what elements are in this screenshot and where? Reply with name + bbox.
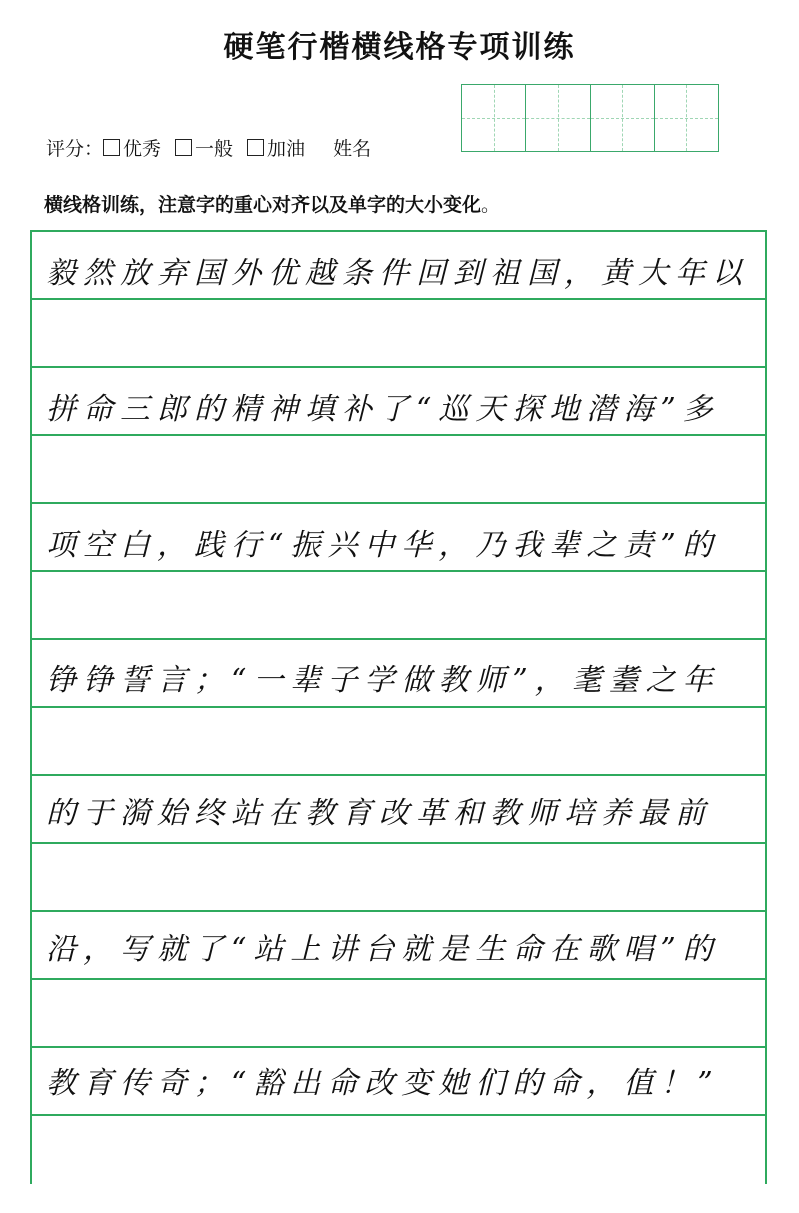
practice-line-4: 铮铮誓言；“一辈子学做教师”，耄耋之年 <box>46 663 720 698</box>
practice-line-2: 拼命三郎的精神填补了“巡天探地潜海”多 <box>46 392 720 427</box>
grid-line <box>32 570 765 572</box>
score-option-label: 优秀 <box>123 138 162 160</box>
name-grid-cell[interactable] <box>526 85 590 151</box>
checkbox-icon[interactable] <box>103 139 120 156</box>
name-grid-cell[interactable] <box>462 85 526 151</box>
grid-line <box>32 978 765 980</box>
name-grid-cell[interactable] <box>591 85 655 151</box>
practice-line-5: 的于漪始终站在教育改革和教师培养最前 <box>46 796 712 831</box>
practice-line-1: 毅然放弃国外优越条件回到祖国，黄大年以 <box>46 256 749 291</box>
instruction-period: 。 <box>481 194 501 216</box>
name-grid-cell[interactable] <box>655 85 718 151</box>
grid-line <box>32 502 765 504</box>
practice-line-7: 教育传奇；“豁出命改变她们的命，值！” <box>46 1066 720 1101</box>
score-option-label: 加油 <box>267 138 306 160</box>
page-title: 硬笔行楷横线格专项训练 <box>223 30 576 65</box>
grid-line <box>32 774 765 776</box>
practice-line-6: 沿，写就了“站上讲台就是生命在歌唱”的 <box>46 932 720 967</box>
score-label: 评分： <box>46 138 104 160</box>
score-option-excellent[interactable] <box>103 134 161 161</box>
grid-line <box>32 706 765 708</box>
grid-line <box>32 1114 765 1116</box>
grid-line <box>32 366 765 368</box>
grid-line <box>32 434 765 436</box>
checkbox-icon[interactable] <box>175 139 192 156</box>
grid-line <box>32 910 765 912</box>
score-option-average[interactable] <box>175 134 233 161</box>
horizontal-line-grid <box>30 230 767 1184</box>
name-label: 姓名 <box>333 138 372 160</box>
grid-line <box>32 298 765 300</box>
score-row <box>46 134 371 161</box>
grid-line <box>32 842 765 844</box>
instruction-text: 横线格训练，注意字的重心对齐以及单字的大小变化 <box>44 194 482 216</box>
grid-line <box>32 638 765 640</box>
name-writing-grid[interactable] <box>461 84 719 152</box>
grid-line <box>32 1046 765 1048</box>
instruction <box>44 190 500 217</box>
score-option-label: 一般 <box>195 138 234 160</box>
checkbox-icon[interactable] <box>247 139 264 156</box>
practice-line-3: 项空白，践行“振兴中华，乃我辈之责”的 <box>46 528 720 563</box>
score-option-keep-going[interactable] <box>247 134 305 161</box>
